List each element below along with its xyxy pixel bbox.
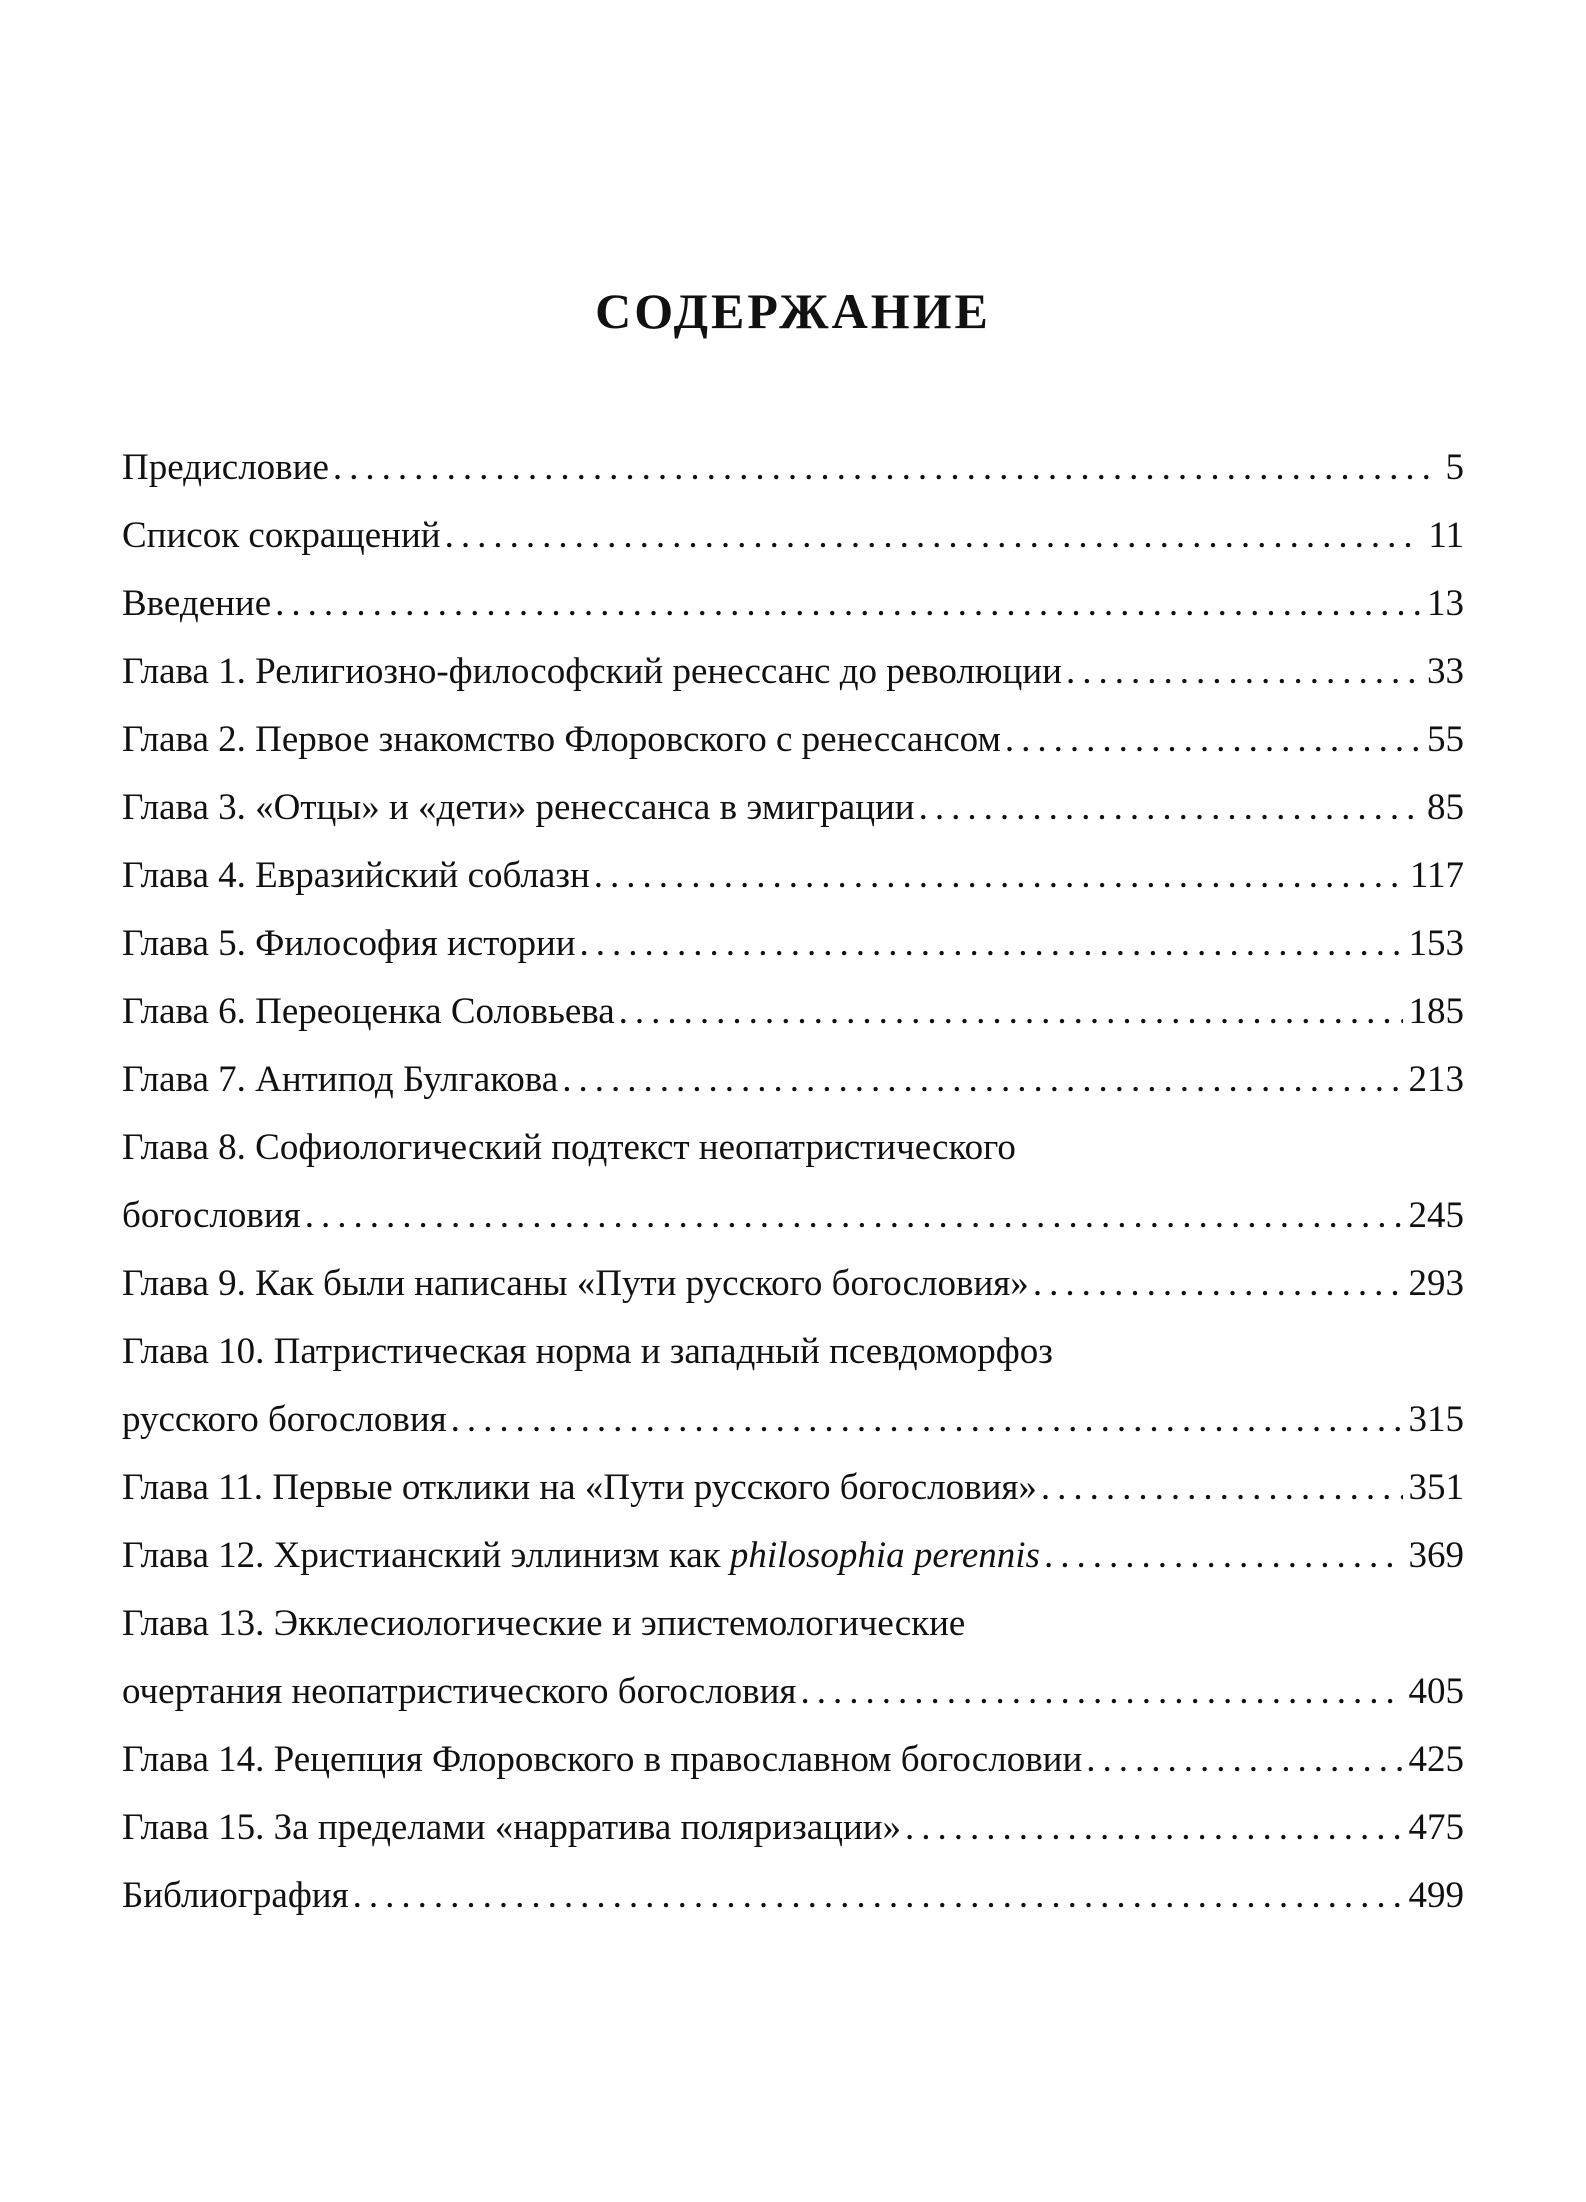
toc-entry-page: 475 [1408,1807,1464,1848]
toc-entry-label: Глава 9. Как были написаны «Пути русского богословия» [122,1263,1029,1304]
toc-entry[interactable] [122,1454,1464,1522]
toc-entry[interactable] [122,1318,1464,1454]
toc-entry[interactable] [122,1590,1464,1726]
dot-leader [1033,1250,1403,1318]
toc-entry[interactable] [122,502,1464,570]
toc-entry-page: 351 [1408,1467,1464,1508]
toc-entry-label: Библиография [122,1875,349,1916]
toc-entry-page: 5 [1445,447,1464,488]
toc-entry-label: Глава 5. Философия истории [122,923,576,964]
toc-entry-page: 245 [1408,1195,1464,1236]
toc-entry-first-line: Глава 10. Патристическая норма и западный псевдоморфоз [122,1331,1053,1372]
dot-leader [1066,638,1421,706]
toc-entry-label: очертания неопатристического богословия [122,1671,797,1712]
toc-entry[interactable] [122,638,1464,706]
toc-row [122,1862,1464,1930]
toc-entry-page: 33 [1427,651,1464,692]
toc-entry[interactable] [122,1046,1464,1114]
toc-entry[interactable] [122,774,1464,842]
toc-row [122,1454,1464,1522]
toc-entry-page: 55 [1427,719,1464,760]
toc-entry[interactable] [122,570,1464,638]
toc-row [122,434,1464,502]
toc-row [122,1250,1464,1318]
toc-entry[interactable] [122,434,1464,502]
toc-row [122,1182,1464,1250]
toc-entry[interactable] [122,1794,1464,1862]
toc-entry-page: 185 [1408,991,1464,1032]
toc-entry-label: Список сокращений [122,515,441,556]
toc-entry-label: Глава 3. «Отцы» и «дети» ренессанса в эмиграции [122,787,915,828]
toc-row [122,638,1464,706]
toc-entry-label: Глава 6. Переоценка Соловьева [122,991,615,1032]
toc-entry[interactable] [122,1726,1464,1794]
table-of-contents [122,434,1464,1930]
dot-leader [451,1386,1403,1454]
toc-entry-first-line: Глава 8. Софиологический подтекст неопатристического [122,1127,1016,1168]
toc-entry-page: 293 [1408,1263,1464,1304]
dot-leader [333,434,1440,502]
toc-entry-page: 405 [1408,1671,1464,1712]
toc-entry-page: 213 [1408,1059,1464,1100]
dot-leader [919,774,1421,842]
toc-entry-page: 153 [1408,923,1464,964]
dot-leader [275,570,1421,638]
dot-leader [1086,1726,1402,1794]
toc-row [122,1522,1464,1590]
toc-entry-page: 85 [1427,787,1464,828]
toc-entry-label: Глава 4. Евразийский соблазн [122,855,590,896]
toc-entry-page: 117 [1409,855,1464,896]
toc-entry-page: 425 [1408,1739,1464,1780]
toc-row [122,502,1464,570]
toc-entry-first-line: Глава 13. Экклесиологические и эпистемологические [122,1603,966,1644]
toc-entry[interactable] [122,1862,1464,1930]
dot-leader [1041,1454,1403,1522]
toc-row [122,1658,1464,1726]
toc-entry-page: 13 [1427,583,1464,624]
toc-entry-page: 499 [1408,1875,1464,1916]
toc-row [122,570,1464,638]
toc-entry-label: Глава 7. Антипод Булгакова [122,1059,559,1100]
toc-entry-page: 315 [1408,1399,1464,1440]
page-title: СОДЕРЖАНИЕ [595,283,991,339]
dot-leader [1044,1522,1403,1590]
toc-entry-label: Глава 11. Первые отклики на «Пути русского богословия» [122,1467,1037,1508]
toc-entry-label: Глава 1. Религиозно-философский ренессанс до революции [122,651,1062,692]
dot-leader [562,1046,1402,1114]
toc-entry-label [122,1522,1040,1590]
toc-entry-label-italic: philosophia perennis [729,1535,1040,1576]
toc-row [122,842,1464,910]
toc-row [122,1794,1464,1862]
toc-entry[interactable] [122,706,1464,774]
toc-row [122,910,1464,978]
toc-entry-label: Глава 2. Первое знакомство Флоровского с ренессансом [122,719,1001,760]
toc-row [122,978,1464,1046]
toc-row [122,1386,1464,1454]
toc-entry-label: Глава 14. Рецепция Флоровского в православном богословии [122,1739,1083,1780]
toc-entry-label: Предисловие [122,447,329,488]
toc-entry[interactable] [122,1250,1464,1318]
dot-leader [1005,706,1421,774]
toc-entry-label-text: Глава 12. Христианский эллинизм как [122,1535,730,1576]
toc-entry[interactable] [122,842,1464,910]
toc-entry-page: 369 [1408,1535,1464,1576]
toc-row [122,774,1464,842]
toc-entry-label: Глава 15. За пределами «нарратива поляризации» [122,1807,902,1848]
toc-entry[interactable] [122,1522,1464,1590]
toc-entry-label: Введение [122,583,272,624]
dot-leader [305,1182,1403,1250]
dot-leader [905,1794,1402,1862]
toc-entry-label: богословия [122,1195,301,1236]
dot-leader [619,978,1403,1046]
dot-leader [580,910,1403,978]
toc-row [122,706,1464,774]
toc-entry-page: 11 [1428,515,1464,556]
dot-leader [353,1862,1403,1930]
toc-row [122,1046,1464,1114]
toc-row [122,1726,1464,1794]
toc-entry[interactable] [122,1114,1464,1250]
toc-entry[interactable] [122,910,1464,978]
dot-leader [800,1658,1402,1726]
dot-leader [445,502,1423,570]
toc-entry-label: русского богословия [122,1399,447,1440]
toc-entry[interactable] [122,978,1464,1046]
dot-leader [594,842,1404,910]
